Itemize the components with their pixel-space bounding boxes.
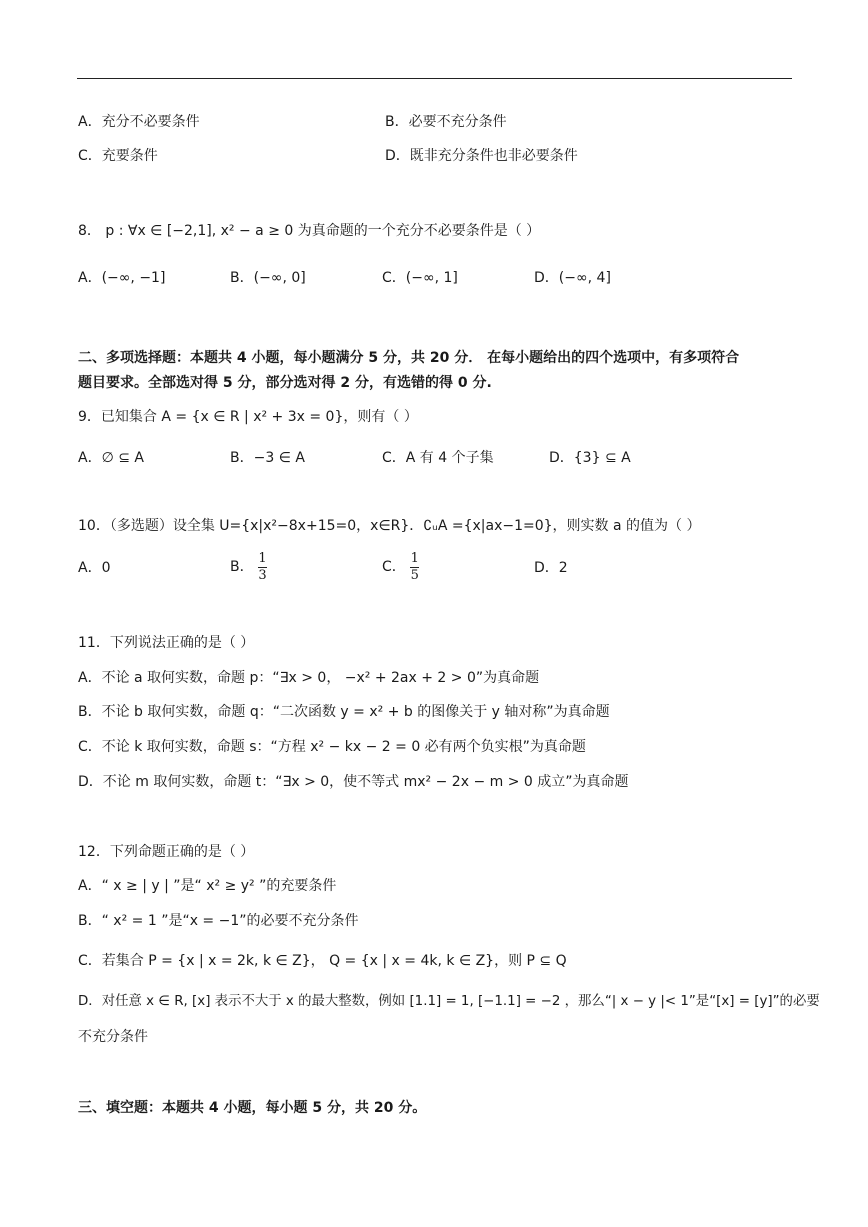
q9-option-d: D．{3} ⊆ A (549, 450, 631, 466)
header-rule (77, 78, 792, 79)
q10-option-c-numerator: 1 (410, 550, 419, 566)
q10-option-a: A．0 (78, 560, 111, 576)
q12-option-d-line1: D．对任意 x ∈ R, [x] 表示不大于 x 的最大整数，例如 [1.1] = 1, [−1.1] = −2 ，那么“| x − y |< 1”是“[x] = [y]”的必要 (78, 994, 820, 1009)
q8-option-d: D．(−∞, 4] (534, 270, 611, 286)
q11-option-a: A．不论 a 取何实数，命题 p：“∃x > 0， −x² + 2ax + 2 > 0”为真命题 (78, 670, 540, 686)
q9-stem: 9．已知集合 A = {x ∈ R | x² + 3x = 0}，则有（ ） (78, 409, 418, 425)
q8-option-c: C．(−∞, 1] (382, 270, 458, 286)
q12-stem: 12．下列命题正确的是（ ） (78, 844, 255, 860)
q11-stem: 11．下列说法正确的是（ ） (78, 635, 255, 651)
q9-option-c: C．A 有 4 个子集 (382, 450, 494, 466)
q8-option-b: B．(−∞, 0] (230, 270, 306, 286)
section3-heading: 三、填空题：本题共 4 小题，每小题 5 分，共 20 分。 (78, 1100, 427, 1116)
q11-option-c: C．不论 k 取何实数，命题 s：“方程 x² − kx − 2 = 0 必有两个负实根”为真命题 (78, 739, 586, 755)
q8-option-a: A．(−∞, −1] (78, 270, 166, 286)
q12-option-b: B．“ x² = 1 ”是“x = −1”的必要不充分条件 (78, 913, 359, 929)
q9-option-a: A．∅ ⊆ A (78, 450, 144, 466)
q10-option-c-fraction (410, 552, 419, 583)
q8-stem: 8． p : ∀x ∈ [−2,1], x² − a ≥ 0 为真命题的一个充分不必要条件是（ ） (78, 223, 541, 239)
q10-option-d: D．2 (534, 560, 568, 576)
q10-option-b-denominator: 3 (258, 567, 267, 583)
q12-option-c: C．若集合 P = {x | x = 2k, k ∈ Z}， Q = {x | x = 4k, k ∈ Z}，则 P ⊆ Q (78, 953, 567, 969)
q10-option-c (382, 550, 419, 584)
q12-option-d-line2: 不充分条件 (78, 1029, 148, 1045)
section2-heading-line2: 题目要求。全部选对得 5 分，部分选对得 2 分，有选错的得 0 分. (78, 375, 492, 391)
q10-option-b-label: B． (230, 559, 254, 575)
q10-option-b-numerator: 1 (258, 550, 267, 566)
q11-option-d: D．不论 m 取何实数，命题 t：“∃x > 0，使不等式 mx² − 2x − m > 0 成立”为真命题 (78, 774, 629, 790)
q10-stem: 10．（多选题）设全集 U={x|x²−8x+15=0，x∈R}．∁ᵤA ={x|ax−1=0}，则实数 a 的值为（ ） (78, 518, 701, 534)
q7-option-d: D．既非充分条件也非必要条件 (385, 148, 578, 164)
q11-option-b: B．不论 b 取何实数，命题 q：“二次函数 y = x² + b 的图像关于 y 轴对称”为真命题 (78, 704, 610, 720)
section2-heading-line1: 二、多项选择题：本题共 4 小题，每小题满分 5 分，共 20 分． 在每小题给出的四个选项中，有多项符合 (78, 350, 740, 366)
q12-option-a: A．“ x ≥ | y | ”是“ x² ≥ y² ”的充要条件 (78, 878, 337, 894)
q7-option-a: A．充分不必要条件 (78, 114, 200, 130)
q10-option-c-label: C． (382, 559, 406, 575)
q7-option-c: C．充要条件 (78, 148, 158, 164)
q10-option-b (230, 550, 267, 584)
q10-option-c-denominator: 5 (410, 567, 419, 583)
q10-option-b-fraction (258, 552, 267, 583)
q7-option-b: B．必要不充分条件 (385, 114, 507, 130)
q9-option-b: B．−3 ∈ A (230, 450, 305, 466)
